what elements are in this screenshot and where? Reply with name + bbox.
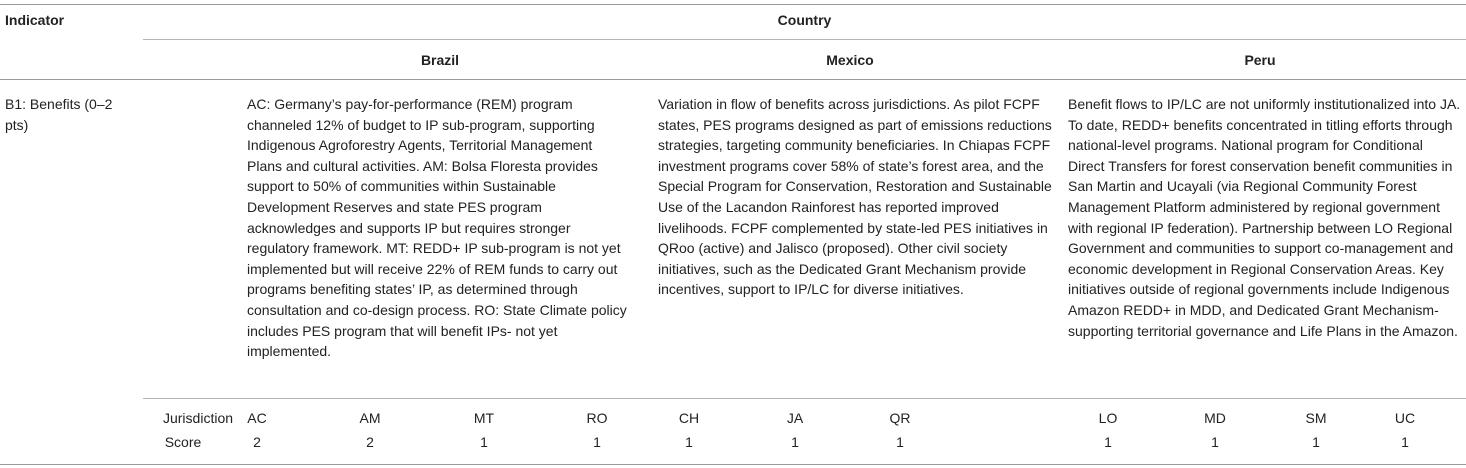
indicator-label: B1: Benefits (0–2 pts) — [5, 96, 113, 133]
jurisdiction-uc: UC — [1394, 410, 1416, 426]
jurisdiction-ch: CH — [678, 410, 700, 426]
jurisdiction-qr: QR — [889, 410, 911, 426]
score-ch: 1 — [685, 434, 693, 450]
top-rule — [0, 4, 1466, 5]
jurisdiction-ro: RO — [586, 410, 608, 426]
jurisdiction-mt: MT — [473, 410, 495, 426]
score-mt: 1 — [480, 434, 488, 450]
jurisdiction-sm: SM — [1305, 410, 1327, 426]
jurisdiction-label: Jurisdiction — [162, 410, 234, 426]
jurisdiction-am: AM — [359, 410, 381, 426]
jurisdiction-ac: AC — [247, 410, 267, 426]
jurisdiction-ja: JA — [786, 410, 804, 426]
score-label: Score — [164, 434, 202, 450]
jurisdiction-md: MD — [1204, 410, 1226, 426]
score-ja: 1 — [791, 434, 799, 450]
score-sm: 1 — [1312, 434, 1320, 450]
header-bottom-rule — [0, 79, 1466, 80]
header-peru: Peru — [1244, 52, 1276, 68]
header-mexico: Mexico — [826, 52, 874, 68]
score-ro: 1 — [593, 434, 601, 450]
score-ac: 2 — [253, 434, 261, 450]
mexico-text: Variation in flow of benefits across jurisdictions. As pilot FCPF states, PES programs designed as part of emissions reductions strategies, targeting community beneficiaries. In Chiapas FCPF investment programs cover 58% of state’s forest area, and the Special Program for Conservation, Restoration and Sustainable Use of the Lacandon Rainforest has reported improved livelihoods. FCPF complemented by state-led PES initiatives in QRoo (active) and Jalisco (proposed). Other civil society initiatives, such as the Dedicated Grant Mechanism provide incentives, support to IP/LC for diverse initiatives. — [658, 96, 1052, 298]
header-indicator: Indicator — [5, 12, 65, 28]
score-section-rule — [143, 398, 1466, 399]
brazil-text: AC: Germany’s pay-for-performance (REM) program channeled 12% of budget to IP sub-program, supporting Indigenous Agroforestry Agents, Territorial Management Plans and cultural activities. AM: Bolsa Floresta provides support to 50% of communities within Sustainable Development Reserves and state PES program acknowledges and supports IP but requires stronger regulatory framework. MT: REDD+ IP sub-program is not yet implemented but will receive 22% of REM funds to carry out programs benefiting states’ IP, as determined through consultation and co-design process. RO: State Climate policy includes PES program that will benefit IPs- not yet implemented. — [247, 96, 627, 360]
score-am: 2 — [366, 434, 374, 450]
bottom-rule — [0, 464, 1466, 465]
peru-text: Benefit flows to IP/LC are not uniformly institutionalized into JA. To date, REDD+ benefits concentrated in titling efforts through national-level programs. National program for Conditional Direct Transfers for forest conservation benefit communities in San Martin and Ucayali (via Regional Community Forest Management Platform administered by regional government with regional IP federation). Partnership between LO Regional Government and communities to support co-management and economic development in Regional Conservation Areas. Key initiatives outside of regional governments include Indigenous Amazon REDD+ in MDD, and Dedicated Grant Mechanism- supporting territorial governance and Life Plans in the Amazon. — [1068, 96, 1461, 339]
header-country: Country — [777, 12, 832, 28]
country-rule — [143, 39, 1466, 40]
score-qr: 1 — [896, 434, 904, 450]
header-brazil: Brazil — [420, 52, 460, 68]
score-md: 1 — [1211, 434, 1219, 450]
score-uc: 1 — [1401, 434, 1409, 450]
score-lo: 1 — [1104, 434, 1112, 450]
jurisdiction-lo: LO — [1098, 410, 1118, 426]
